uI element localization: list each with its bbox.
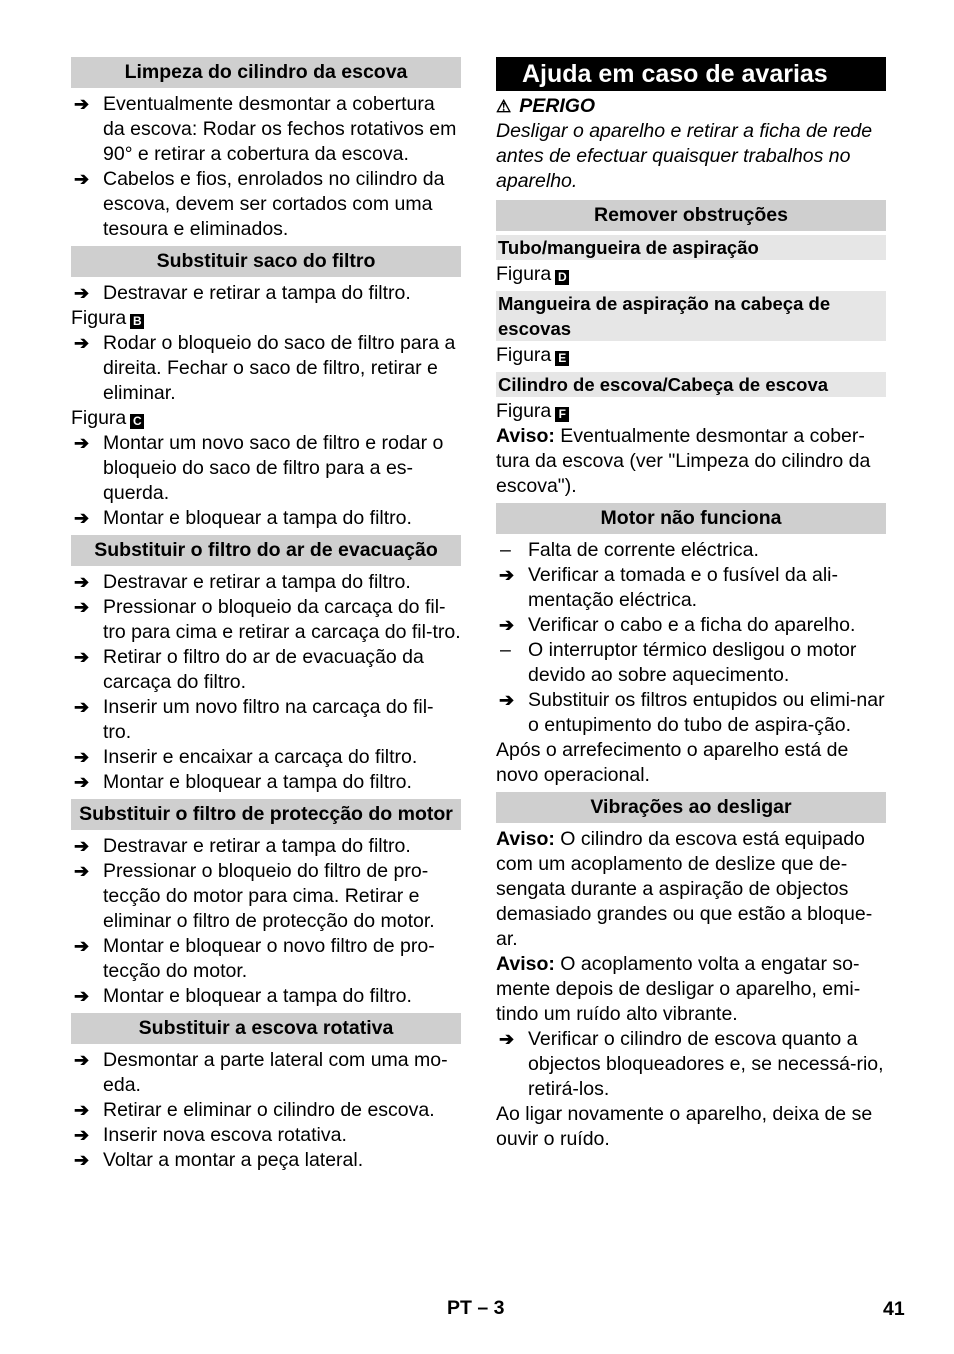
step-text: Voltar a montar a peça lateral. — [103, 1149, 364, 1171]
arrow-icon: ➔ — [74, 169, 90, 189]
section-heading: Limpeza do cilindro da escova — [71, 57, 461, 88]
arrow-icon: ➔ — [74, 747, 90, 767]
instruction-step — [71, 859, 461, 934]
figure-letter-badge: D — [555, 270, 569, 285]
danger-warning-heading — [496, 94, 886, 119]
arrow-icon: ➔ — [74, 936, 90, 956]
cause-text: Falta de corrente eléctrica. — [528, 539, 759, 561]
step-text: Verificar o cabo e a ficha do aparelho. — [528, 614, 856, 636]
arrow-icon: ➔ — [74, 697, 90, 717]
cause-item — [496, 538, 886, 563]
chapter-title: Ajuda em caso de avarias — [496, 57, 886, 91]
instruction-step — [71, 1048, 461, 1098]
arrow-icon: ➔ — [74, 772, 90, 792]
instruction-step — [71, 595, 461, 645]
step-text: Destravar e retirar a tampa do filtro. — [103, 282, 411, 304]
step-text: Destravar e retirar a tampa do filtro. — [103, 571, 411, 593]
instruction-step — [71, 834, 461, 859]
section-heading: Vibrações ao desligar — [496, 792, 886, 823]
step-text: Verificar a tomada e o fusível da ali-mentação eléctrica. — [528, 564, 838, 611]
instruction-step — [71, 934, 461, 984]
arrow-icon: ➔ — [74, 647, 90, 667]
instruction-step — [71, 984, 461, 1009]
note-paragraph — [496, 424, 886, 499]
arrow-icon: ➔ — [74, 94, 90, 114]
step-text: Retirar e eliminar o cilindro de escova. — [103, 1099, 435, 1121]
instruction-step — [71, 1098, 461, 1123]
instruction-step — [496, 688, 886, 738]
figure-reference — [71, 406, 461, 431]
section-heading: Substituir a escova rotativa — [71, 1013, 461, 1044]
note-label: Aviso: — [496, 953, 555, 975]
arrow-icon: ➔ — [499, 615, 515, 635]
step-text: Cabelos e fios, enrolados no cilindro da escova, devem ser cortados com uma tesoura e eliminados. — [103, 168, 445, 240]
step-text: Destravar e retirar a tampa do filtro. — [103, 835, 411, 857]
step-text: Inserir e encaixar a carcaça do filtro. — [103, 746, 418, 768]
figure-letter-badge: C — [130, 414, 144, 429]
instruction-step — [71, 506, 461, 531]
step-text: Montar e bloquear o novo filtro de pro-tecção do motor. — [103, 935, 435, 982]
arrow-icon: ➔ — [74, 572, 90, 592]
instruction-step — [496, 1027, 886, 1102]
warning-label: PERIGO — [519, 95, 596, 117]
step-text: Pressionar o bloqueio da carcaça do fil-tro para cima e retirar a carcaça do fil-tro. — [103, 596, 461, 643]
section-heading: Motor não funciona — [496, 503, 886, 534]
instruction-step — [71, 281, 461, 306]
figure-letter-badge: F — [555, 407, 569, 422]
instruction-step — [71, 745, 461, 770]
step-text: Verificar o cilindro de escova quanto a objectos bloqueadores e, se necessá-rio, retirá-los. — [528, 1028, 884, 1100]
note-paragraph — [496, 952, 886, 1027]
arrow-icon: ➔ — [499, 565, 515, 585]
arrow-icon: ➔ — [499, 1029, 515, 1049]
cause-text: O interruptor térmico desligou o motor devido ao sobre aquecimento. — [528, 639, 857, 686]
right-column — [496, 57, 886, 1152]
step-text: Pressionar o bloqueio do filtro de pro-tecção do motor para cima. Retirar e eliminar o filtro de protecção do motor. — [103, 860, 435, 932]
instruction-step — [71, 167, 461, 242]
figure-label: Figura — [71, 407, 127, 429]
figure-label: Figura — [496, 400, 552, 422]
arrow-icon: ➔ — [74, 861, 90, 881]
section-heading: Substituir o filtro do ar de evacuação — [71, 535, 461, 566]
note-label: Aviso: — [496, 828, 555, 850]
arrow-icon: ➔ — [74, 508, 90, 528]
instruction-step — [71, 645, 461, 695]
note-text: Eventualmente desmontar a cober-tura da escova (ver "Limpeza do cilindro da escova"). — [496, 425, 871, 497]
subsection-heading: Tubo/mangueira de aspiração — [496, 235, 886, 260]
instruction-step — [71, 431, 461, 506]
instruction-step — [71, 92, 461, 167]
figure-letter-badge: E — [555, 351, 569, 366]
arrow-icon: ➔ — [499, 690, 515, 710]
section-heading: Remover obstruções — [496, 200, 886, 231]
arrow-icon: ➔ — [74, 1125, 90, 1145]
section-heading: Substituir o filtro de protecção do motor — [71, 799, 461, 830]
instruction-step — [71, 570, 461, 595]
left-column — [71, 57, 461, 1173]
figure-label: Figura — [71, 307, 127, 329]
figure-letter-badge: B — [130, 314, 144, 329]
page-number: 41 — [883, 1298, 905, 1320]
step-text: Eventualmente desmontar a cobertura da escova: Rodar os fechos rotativos em 90° e retirar a cobertura da escova. — [103, 93, 457, 165]
arrow-icon: ➔ — [74, 333, 90, 353]
instruction-step — [71, 331, 461, 406]
arrow-icon: ➔ — [74, 1050, 90, 1070]
step-text: Inserir nova escova rotativa. — [103, 1124, 347, 1146]
step-text: Montar um novo saco de filtro e rodar o bloqueio do saco de filtro para a es-querda. — [103, 432, 444, 504]
instruction-step — [71, 1123, 461, 1148]
instruction-step — [496, 613, 886, 638]
instruction-step — [71, 770, 461, 795]
warning-triangle-icon: ⚠ — [496, 97, 512, 116]
instruction-step — [71, 1148, 461, 1173]
section-heading: Substituir saco do filtro — [71, 246, 461, 277]
figure-label: Figura — [496, 344, 552, 366]
warning-text: Desligar o aparelho e retirar a ficha de rede antes de efectuar quaisquer trabalhos no aparelho. — [496, 120, 873, 192]
note-text: O cilindro da escova está equipado com um acoplamento de deslize que de-sengata durante a aspiração de objectos demasiado grandes ou que estão a bloque-ar. — [496, 828, 873, 950]
arrow-icon: ➔ — [74, 433, 90, 453]
paragraph: Ao ligar novamente o aparelho, deixa de se ouvir o ruído. — [496, 1103, 873, 1150]
paragraph: Após o arrefecimento o aparelho está de novo operacional. — [496, 739, 849, 786]
dash-marker: – — [500, 639, 511, 661]
figure-label: Figura — [496, 263, 552, 285]
subsection-heading: Mangueira de aspiração na cabeça de escovas — [496, 291, 886, 341]
dash-marker: – — [500, 539, 511, 561]
step-text: Retirar o filtro do ar de evacuação da carcaça do filtro. — [103, 646, 424, 693]
subsection-heading: Cilindro de escova/Cabeça de escova — [496, 372, 886, 397]
step-text: Desmontar a parte lateral com uma mo-eda. — [103, 1049, 448, 1096]
figure-reference — [496, 262, 886, 287]
step-text: Montar e bloquear a tampa do filtro. — [103, 507, 412, 529]
note-text: O acoplamento volta a engatar so-mente depois de desligar o aparelho, emi-tindo um ruído alto vibrante. — [496, 953, 861, 1025]
step-text: Substituir os filtros entupidos ou elimi-nar o entupimento do tubo de aspira-ção. — [528, 689, 885, 736]
footer-section-label: PT – 3 — [447, 1297, 505, 1319]
arrow-icon: ➔ — [74, 1150, 90, 1170]
figure-reference — [71, 306, 461, 331]
arrow-icon: ➔ — [74, 597, 90, 617]
arrow-icon: ➔ — [74, 836, 90, 856]
note-paragraph — [496, 827, 886, 952]
arrow-icon: ➔ — [74, 283, 90, 303]
step-text: Montar e bloquear a tampa do filtro. — [103, 771, 412, 793]
arrow-icon: ➔ — [74, 986, 90, 1006]
figure-reference — [496, 343, 886, 368]
note-label: Aviso: — [496, 425, 555, 447]
figure-reference — [496, 399, 886, 424]
step-text: Inserir um novo filtro na carcaça do fil-tro. — [103, 696, 434, 743]
step-text: Montar e bloquear a tampa do filtro. — [103, 985, 412, 1007]
step-text: Rodar o bloqueio do saco de filtro para a direita. Fechar o saco de filtro, retirar e eliminar. — [103, 332, 456, 404]
instruction-step — [496, 563, 886, 613]
cause-item — [496, 638, 886, 688]
instruction-step — [71, 695, 461, 745]
arrow-icon: ➔ — [74, 1100, 90, 1120]
